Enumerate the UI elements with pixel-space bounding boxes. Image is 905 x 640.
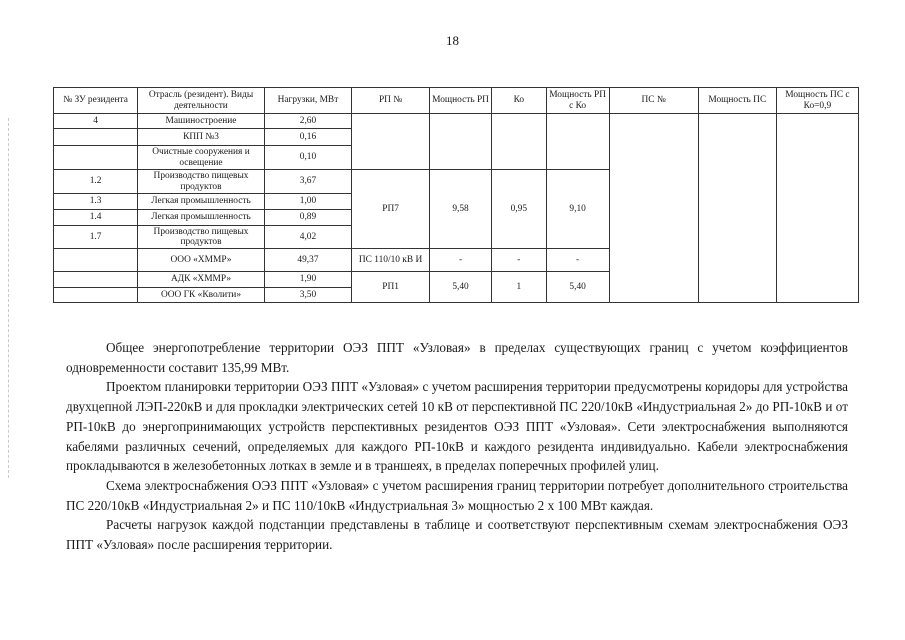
- cell-rp-rp1: РП1: [352, 272, 430, 303]
- cell-rp-power-ko-empty: [546, 114, 609, 170]
- table-header-row: [54, 88, 859, 114]
- paragraph: Схема электроснабжения ОЭЗ ППТ «Узловая» с учетом расширения границ территории потребует дополнительного строительства ПС 220/10кВ «Индустриальная 2» и ПС 110/10кВ «Индустриальная 3» мощностью 2 х 100 МВт каждая.: [66, 477, 848, 513]
- cell-rp-rp7: РП7: [352, 170, 430, 249]
- cell-rp-power-ko-rp1: 5,40: [546, 272, 609, 303]
- header-zu: № ЗУ резидента: [54, 88, 138, 114]
- cell-sector: КПП №3: [138, 129, 265, 146]
- header-ps-power-ko: Мощность ПС с Ко=0,9: [776, 88, 858, 114]
- cell-ps-empty: [609, 114, 698, 303]
- cell-load: 0,16: [264, 129, 351, 146]
- header-rp-power: Мощность РП: [430, 88, 492, 114]
- cell-sector: ООО «ХММР»: [138, 249, 265, 272]
- scan-edge-marks: [8, 118, 11, 478]
- page-number: 18: [446, 33, 459, 48]
- cell-rp-power-empty: [430, 114, 492, 170]
- cell-load: 1,00: [264, 194, 351, 210]
- cell-load: 0,10: [264, 146, 351, 170]
- cell-ko-ps110: -: [491, 249, 546, 272]
- header-rp-power-ko: Мощность РП с Ко: [546, 88, 609, 114]
- cell-sector: Производство пищевых продуктов: [138, 226, 265, 249]
- cell-sector: ООО ГК «Кволити»: [138, 288, 265, 303]
- body-text: [66, 338, 848, 555]
- cell-rp-ps110: ПС 110/10 кВ И: [352, 249, 430, 272]
- table-row: [54, 114, 859, 129]
- cell-zu: 1.7: [54, 226, 138, 249]
- cell-ps-power-ko-empty: [776, 114, 858, 303]
- cell-rp-power-ko-rp7: 9,10: [546, 170, 609, 249]
- cell-zu: 4: [54, 114, 138, 129]
- header-rp: РП №: [352, 88, 430, 114]
- cell-rp-power-rp7: 9,58: [430, 170, 492, 249]
- cell-sector: Машиностроение: [138, 114, 265, 129]
- cell-zu: [54, 129, 138, 146]
- cell-sector: Производство пищевых продуктов: [138, 170, 265, 194]
- header-sector: Отрасль (резидент). Виды деятельности: [138, 88, 265, 114]
- paragraph: Расчеты нагрузок каждой подстанции представлены в таблице и соответствуют перспективным схемам электроснабжения ОЭЗ ППТ «Узловая» после расширения территории.: [66, 517, 848, 553]
- cell-load: 3,50: [264, 288, 351, 303]
- cell-zu: [54, 272, 138, 288]
- cell-load: 0,89: [264, 210, 351, 226]
- cell-sector: АДК «ХММР»: [138, 272, 265, 288]
- header-ps-power: Мощность ПС: [698, 88, 776, 114]
- header-load: Нагрузки, МВт: [264, 88, 351, 114]
- cell-rp-empty: [352, 114, 430, 170]
- cell-load: 4,02: [264, 226, 351, 249]
- cell-sector: Легкая промышленность: [138, 194, 265, 210]
- cell-sector: Очистные сооружения и освещение: [138, 146, 265, 170]
- cell-load: 1,90: [264, 272, 351, 288]
- cell-load: 3,67: [264, 170, 351, 194]
- cell-load: 2,60: [264, 114, 351, 129]
- cell-zu: 1.3: [54, 194, 138, 210]
- paragraph: Общее энергопотребление территории ОЭЗ ППТ «Узловая» в пределах существующих границ с учетом коэффициентов одновременности составит 135,99 МВт.: [66, 340, 848, 375]
- loads-table: [53, 87, 859, 303]
- cell-rp-power-rp1: 5,40: [430, 272, 492, 303]
- cell-zu: 1.2: [54, 170, 138, 194]
- cell-ko-rp1: 1: [491, 272, 546, 303]
- paragraph: Проектом планировки территории ОЭЗ ППТ «Узловая» с учетом расширения территории предусмотрены коридоры для устройства двухцепной ЛЭП-220кВ и для прокладки электрических сетей 10 кВ от перспективной ПС 220/10кВ «Индустриальная 2» до РП-10кВ и от РП-10кВ до энергопринимающих устройств перспективных резидентов ОЭЗ ППТ «Узловая». Сети электроснабжения выполняются кабелями различных сечений, определяемых для каждого РП-10кВ и каждого резидента индивидуально. Кабели электроснабжения прокладываются в железобетонных лотках в земле и в траншеях, в пределах поперечных профилей улиц.: [66, 379, 848, 474]
- cell-zu: [54, 146, 138, 170]
- header-ko: Ко: [491, 88, 546, 114]
- cell-zu: [54, 288, 138, 303]
- cell-zu: 1.4: [54, 210, 138, 226]
- cell-load: 49,37: [264, 249, 351, 272]
- cell-ko-rp7: 0,95: [491, 170, 546, 249]
- header-ps: ПС №: [609, 88, 698, 114]
- cell-ko-empty: [491, 114, 546, 170]
- cell-ps-power-empty: [698, 114, 776, 303]
- cell-rp-power-ko-ps110: -: [546, 249, 609, 272]
- cell-zu: [54, 249, 138, 272]
- cell-sector: Легкая промышленность: [138, 210, 265, 226]
- cell-rp-power-ps110: -: [430, 249, 492, 272]
